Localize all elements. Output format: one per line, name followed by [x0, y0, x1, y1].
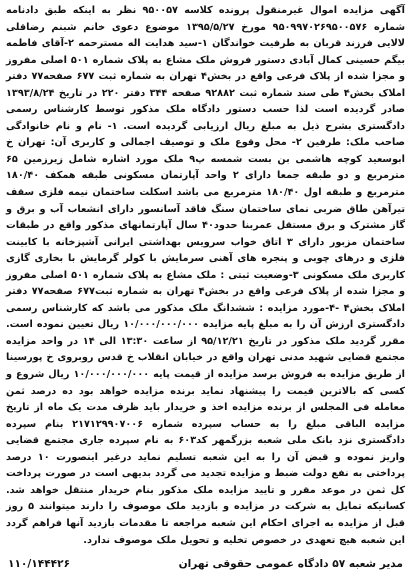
notice-footer	[8, 556, 403, 572]
reference-number: ۱۱۰/۱۴۴۴۲۶	[8, 558, 71, 570]
notice-body: آگهی مزایده اموال غیرمنقول پرونده کلاسه ۹۵۰۰۵۷ نظر به اینکه طبق دادنامه شماره ۹۵۰۹۹۷۰۲۶۹۵۰۰۵۷۶ مورخ ۱۳۹۵/۵/۲۷ موضوع دعوی خانم شبنم رضاقلی لالایی فرزند قربان به طرفیت خواندگان ۱-سید هدایت اله مسترحمه ۲-آقای فاطمه بیگم حسینی کمال آبادی دستور فروش ملک مشاع به پلاک شماره ۵۰۱ اصلی مفروز و مجزا شده از پلاک فرعی واقع در بخش۴ تهران به شماره ثبت ۶۷۷ صفحه۷۷ دفتر املاک بخش۴ طی سند شماره ثبت ۹۲۸۸۲ صفحه ۳۴۴ دفتر ۲۲۰ در تاریخ ۱۳۹۳/۸/۲۴ صادر گردیده است لذا حسب دستور دادگاه ملک مذکور توسط کارشناس رسمی دادگستری بشرح ذیل به مبلغ ریال ارزیابی گردیده است. ۱- نام و نام خانوادگی صاحب ملک: طرفین ۲- محل وقوع ملک و توصیف اجمالی و کاربری آن: تهران خ ابوسعید کوچه هاشمی بن بست شمسه پ۹ ملک مورد اشاره شامل زیرزمین ۶۵ مترمربع و دو طبقه جمعا دارای ۲ واحد آپارتمان مسکونی طبقه همکف ۱۸۰/۴۰ مترمربع و طبقه اول ۱۸۰/۴۰ مترمربع می باشد اسکلت ساختمان نیمه فلزی سقف تیرآهن طاق ضربی نمای ساختمان سنگ فاقد آسانسور دارای انشعاب آب و برق و گاز مشترک و برق مستقل عمربنا حدود۴۰ سال آپارتمانهای مذکور واقع در طبقات ساختمان مزبور دارای ۳ اتاق خواب سرویس بهداشتی ایرانی آشپزخانه با کابینت فلزی و درهای چوبی و پنجره های آهنی سرمایش با کولر گرمایش با بخاری گازی کاربری ملک مسکونی ۳-وضعیت ثبتی : ملک مشاع به پلاک شماره ۵۰۱ اصلی مفروز و مجزا شده از پلاک فرعی واقع در بخش۴ تهران به شماره ثبت۶۷۷ صفحه۷۷ دفتر املاک بخش۴ -۴-مورد مزایده : ششدانگ ملک مذکور می باشد که کارشناس رسمی دادگستری ارزش آن را به مبلغ پایه مزایده ۱۰/۰۰۰/۰۰۰/۰۰۰ ریال تعیین نموده است. مقرر گردید ملک مذکور در تاریخ ۹۵/۱۲/۲۱ از ساعت ۱۳:۳۰ الی ۱۴ در واحد مزایده مجتمع قضایی شهید مدنی تهران واقع در خیابان انقلاب خ قدس روبروی خ پورسینا از طریق مزایده به فروش برسد مزایده از قیمت پایه ۱۰/۰۰۰/۰۰۰/۰۰۰ ریال شروع و کسی که بالاترین قیمت را پیشنهاد نماید برنده مزایده خواهد بود ده درصد ثمن معامله فی المجلس از برنده مزایده اخذ و خریدار باید ظرف مدت یک ماه از تاریخ مزایده الباقی مبلغ را به حساب سپرده شماره ۲۱۷۱۲۹۹۰۷۰۰۶ بنام سپرده دادگستری نزد بانک ملی شعبه بزرگمهر کد۶۰۳ به نام سپرده جاری مجتمع قضایی واریز نموده و قبض آن را به این شعبه تسلیم نماید درغیر اینصورت ۱۰ درصد پرداختی به نفع دولت ضبط و مزایده تجدید می گردد بدیهی است در صورت پرداخت کل ثمن در موعد مقرر و تایید مزایده ملک مذکور بنام خریدار منتقل خواهد شد. کسانیکه تمایل به شرکت در مزایده و بازدید ملک موصوف را دارند میتوانند ۵ روز قبل از مزایده به اجرای احکام این شعبه مراجعه تا مقدمات بازدید آنها فراهم گردد این شعبه هیچ تعهدی در خصوص تخلیه و تحویل ملک موصوف ندارد.	[6, 5, 406, 546]
court-signature: مدیر شعبه ۵۷ دادگاه عمومی حقوقی تهران	[178, 558, 403, 570]
